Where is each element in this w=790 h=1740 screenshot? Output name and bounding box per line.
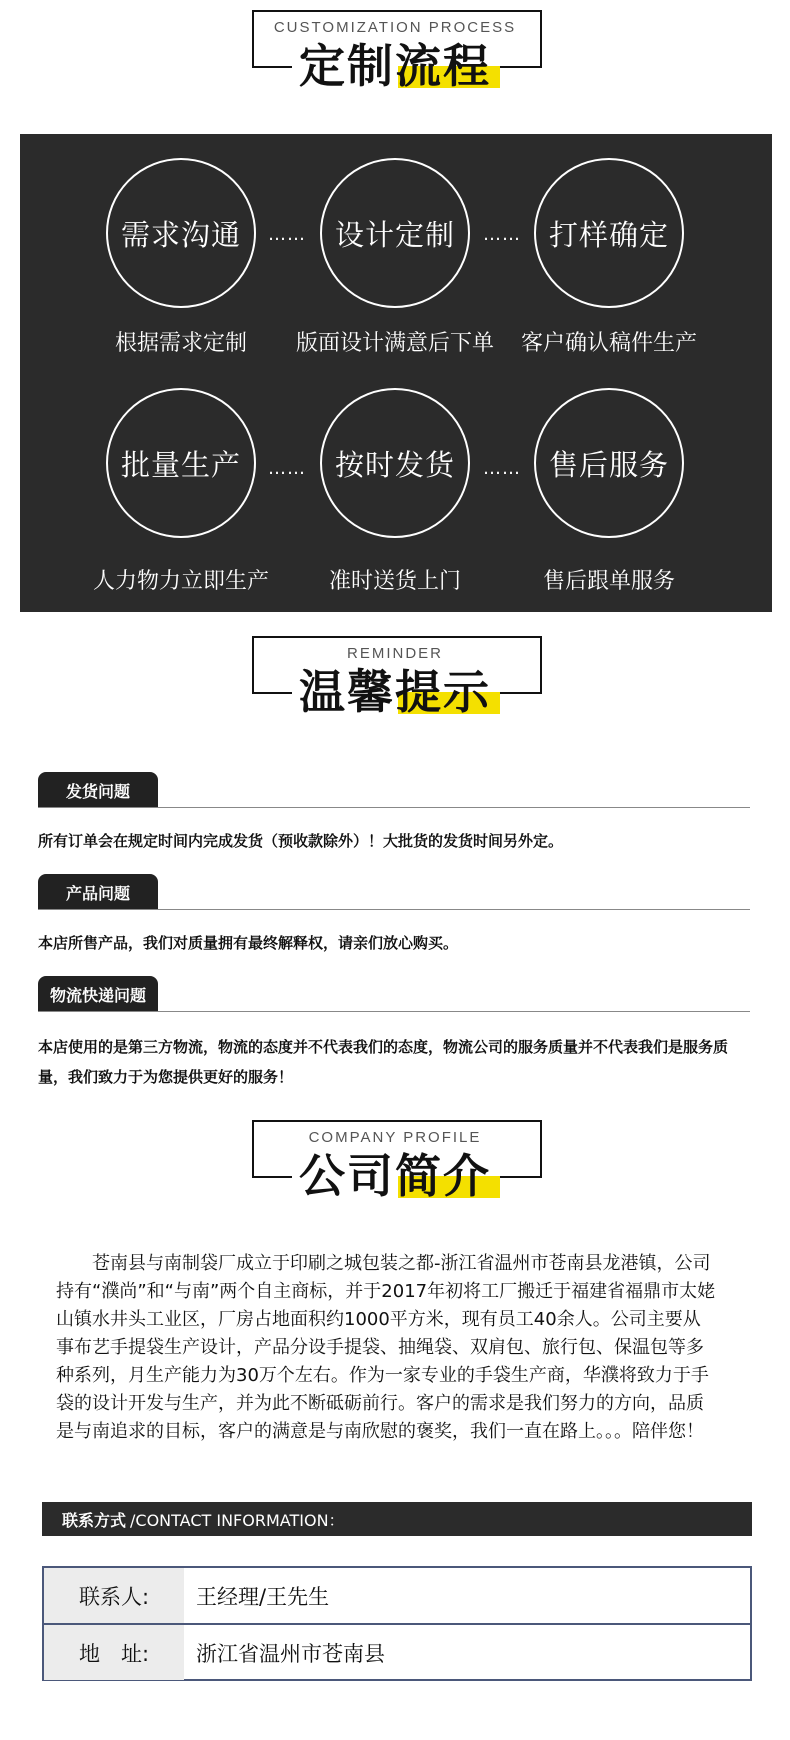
contact-table [42, 1566, 752, 1681]
step-desc-5: 准时送货上门 [328, 569, 461, 594]
divider [38, 1011, 750, 1012]
step-desc-2: 版面设计满意后下单 [295, 331, 494, 356]
reminder-title-block [0, 636, 790, 736]
reminder-title-cn: 温馨提示 [299, 665, 491, 719]
reminder-label-product: 产品问题 [38, 874, 158, 910]
step-circle-4: 批量生产 [106, 388, 256, 538]
reminder-title-en: REMINDER [346, 645, 443, 662]
step-desc-6: 售后跟单服务 [542, 569, 675, 594]
step-desc-1: 根据需求定制 [114, 331, 247, 356]
step-circle-1: 需求沟通 [106, 158, 256, 308]
profile-title-cn: 公司简介 [299, 1149, 491, 1203]
divider [38, 807, 750, 808]
reminder-label-shipping: 发货问题 [38, 772, 158, 808]
contact-row [44, 1625, 750, 1680]
contact-header-en: /CONTACT INFORMATION： [130, 1510, 345, 1530]
reminder-label-logistics: 物流快递问题 [38, 976, 158, 1012]
contact-header [42, 1502, 752, 1536]
contact-value-address: 浙江省温州市苍南县 [196, 1641, 385, 1666]
process-title-cn: 定制流程 [299, 39, 491, 93]
step-connector: …… [268, 458, 306, 479]
profile-title-en: COMPANY PROFILE [308, 1129, 482, 1146]
step-circle-2: 设计定制 [320, 158, 470, 308]
step-circle-3: 打样确定 [534, 158, 684, 308]
contact-header-cn: 联系方式 [62, 1510, 127, 1530]
step-connector: …… [268, 224, 306, 245]
reminder-text-shipping: 所有订单会在规定时间内完成发货（预收款除外）！大批货的发货时间另外定。 [38, 832, 564, 850]
contact-value-person: 王经理/王先生 [196, 1584, 330, 1609]
process-title-en: CUSTOMIZATION PROCESS [273, 19, 517, 36]
step-circle-6: 售后服务 [534, 388, 684, 538]
step-connector: …… [483, 224, 521, 245]
reminder-text-logistics: 本店使用的是第三方物流，物流的态度并不代表我们的态度，物流公司的服务质量并不代表我们是服务质量，我们致力于为您提供更好的服务！ [38, 1038, 729, 1086]
process-title-block [0, 10, 790, 110]
contact-label-person: 联系人: [44, 1568, 184, 1623]
profile-title-block [0, 1120, 790, 1220]
reminder-text-product: 本店所售产品，我们对质量拥有最终解释权，请亲们放心购买。 [38, 934, 459, 952]
step-desc-3: 客户确认稿件生产 [520, 331, 697, 356]
company-profile-text: 苍南县与南制袋厂成立于印刷之城包装之都-浙江省温州市苍南县龙港镇，公司持有“濮尚”和“与南”两个自主商标，并于2017年初将工厂搬迁于福建省福鼎市太姥山镇水井头工业区，厂房占地面积约1000平方米，现有员工40余人。公司主要从事布艺手提袋生产设计，产品分设手提袋、抽绳袋、双肩包、旅行包、保温包等多种系列，月生产能力为30万个左右。作为一家专业的手袋生产商，华濮将致力于手袋的设计开发与生产，并为此不断砥砺前行。客户的需求是我们努力的方向，品质是与南追求的目标，客户的满意是与南欣慰的褒奖，我们一直在路上。。。陪伴您！ [56, 1253, 716, 1442]
step-desc-4: 人力物力立即生产 [92, 569, 269, 594]
step-connector: …… [483, 458, 521, 479]
contact-label-address: 地 址: [44, 1625, 184, 1680]
step-circle-5: 按时发货 [320, 388, 470, 538]
contact-row [44, 1568, 750, 1623]
divider [38, 909, 750, 910]
process-panel [20, 134, 772, 612]
